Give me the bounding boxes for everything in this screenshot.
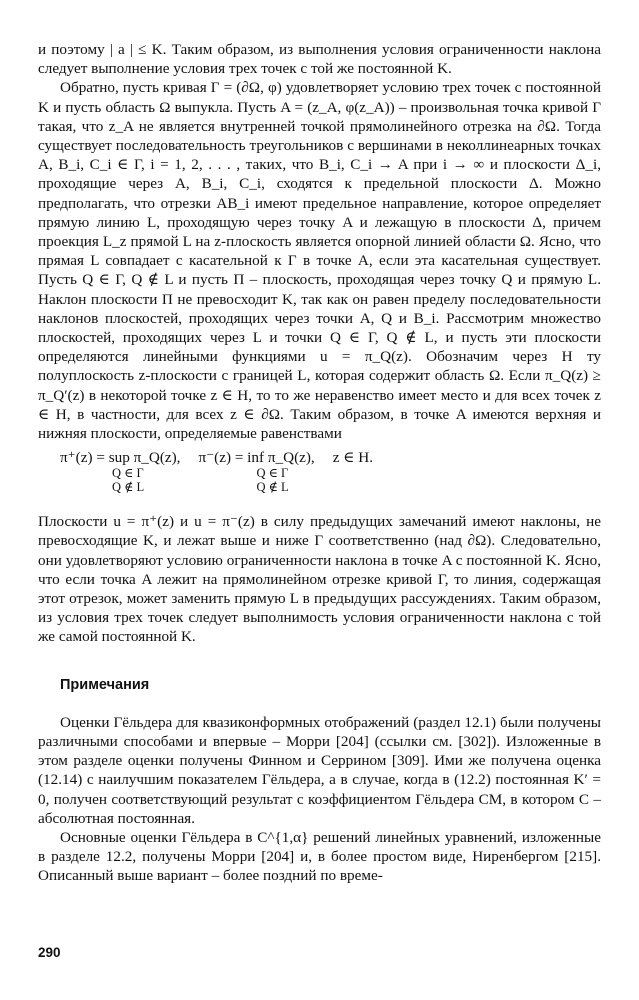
paragraph-notes-1: Оценки Гёльдера для квазиконформных отображений (раздел 12.1) были получены различными способами и впервые – Морри [204] (ссылки см. [302]). Изложенные в этом разделе оценки получены Финном и Серрином [309]. Ими же получена оценка (12.14) с наилучшим показателем Гёльдера, а в случае, когда в (12.2) постоянная K′ = 0, получен соответствующий результат с коэффициентом Гёльдера CM, в котором C – абсолютная постоянная. xyxy=(38,713,601,827)
formula-sup-cond2: Q ∉ L xyxy=(112,480,145,495)
page-number: 290 xyxy=(38,945,61,960)
formula-sup xyxy=(60,449,180,494)
paragraph-conclusion: Плоскости u = π⁺(z) и u = π⁻(z) в силу предыдущих замечаний имеют наклоны, не превосходящие K, и лежат выше и ниже Γ соответственно (над ∂Ω). Следовательно, они удовлетворяют условию ограниченности наклона в точке A с постоянной K. Ясно, что если точка A лежит на прямолинейном отрезке кривой Γ, то линия, содержащая этот отрезок, может заменить прямую L в предыдущих рассуждениях. Таким образом, из условия трех точек следует выполнимость условия ограниченности наклона с той же самой постоянной K. xyxy=(38,513,601,646)
paragraph-continuation: и поэтому | a | ≤ K. Таким образом, из выполнения условия ограниченности наклона следует выполнение условия трех точек с той же постоянной K. xyxy=(38,41,601,78)
formula-sup-cond1: Q ∈ Γ xyxy=(112,466,144,481)
paragraph-notes-2: Основные оценки Гёльдера в C^{1,α} решений линейных уравнений, изложенные в разделе 12.2, получены Морри [204] и, в более простом виде, Ниренбергом [215]. Описанный выше вариант – более поздний по време- xyxy=(38,828,601,885)
formula-inf xyxy=(198,449,314,494)
section-title: Примечания xyxy=(60,676,150,693)
formula-inf-cond2: Q ∉ L xyxy=(256,480,289,495)
formula-upper-lower-planes xyxy=(60,449,601,494)
paragraph-proof: Обратно, пусть кривая Γ = (∂Ω, φ) удовлетворяет условию трех точек с постоянной K и пусть область Ω выпукла. Пусть A = (z_A, φ(z_A)) – произвольная точка кривой Γ такая, что z_A не является внутренней точкой прямолинейного отрезка на ∂Ω. Тогда существует последовательность треугольников с вершинами в неколлинеарных точках A, B_i, C_i ∈ Γ, i = 1, 2, . . . , таких, что B_i, C_i → A при i → ∞ и плоскости Δ_i, проходящие через A, B_i, C_i, сходятся к предельной плоскости Δ. Можно предполагать, что отрезки AB_i имеют предельное направление, которое определяет прямую линию L, проходящую через точку A и лежащую в плоскости Δ, причем проекция L_z прямой L на z-плоскость является опорной линией области Ω. Ясно, что прямая L совпадает с касательной к Γ в точке A, если эта касательная существует. Пусть Q ∈ Γ, Q ∉ L и пусть Π – плоскость, проходящая через точку Q и прямую L. Наклон плоскости Π не превосходит K, так как он равен пределу последовательности наклонов плоскостей, проходящих через точки A, Q и B_i. Рассмотрим множество плоскостей, проходящих через L и точки Q ∈ Γ, Q ∉ L, и пусть эти плоскости определяются линейными функциями u = π_Q(z). Обозначим через H ту полуплоскость z-плоскости с границей L, которая содержит область Ω. Если π_Q(z) ≥ π_Q′(z) в некоторой точке z ∈ H, то то же неравенство имеет место и для всех точек z ∈ H, в частности, для всех z ∈ ∂Ω. Таким образом, в точке A имеются верхняя и нижняя плоскости, определяемые равенствами xyxy=(38,79,601,443)
formula-sup-main: π⁺(z) = sup π_Q(z), xyxy=(60,449,181,467)
formula-inf-main: π⁻(z) = inf π_Q(z), xyxy=(198,449,315,467)
formula-tail: z ∈ H. xyxy=(332,449,374,467)
formula-inf-cond1: Q ∈ Γ xyxy=(256,466,289,481)
page-body xyxy=(38,40,601,886)
